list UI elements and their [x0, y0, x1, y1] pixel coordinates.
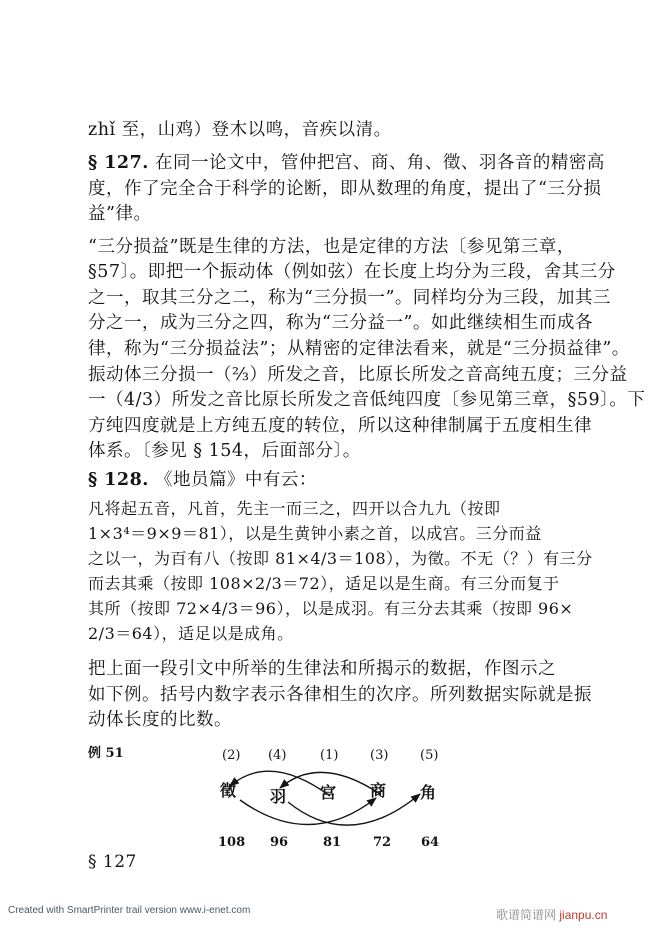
text-line — [88, 149, 605, 174]
text-line — [88, 437, 361, 462]
order-label-gong: (1) — [320, 748, 339, 763]
text-line — [88, 361, 627, 386]
text-line — [88, 309, 593, 334]
text-line — [88, 233, 575, 258]
section-number: § 128. — [88, 470, 149, 490]
text-run: §57〕。即把一个振动体（例如弦）在长度上均分为三段，舍其三分 — [88, 262, 616, 282]
text-run: 之以一，为百有八（按即 81×4/3＝108），为徵。不无（？）有三分 — [88, 549, 593, 568]
text-line — [88, 466, 317, 491]
text-line — [88, 681, 592, 706]
text-run: 如下例。括号内数字表示各律相生的次序。所列数据实际就是振 — [88, 685, 592, 705]
order-label-yu: (4) — [268, 748, 287, 763]
text-run: 分之一，成为三分之四，称为“三分益一”。如此继续相生而成各 — [88, 313, 593, 333]
text-run: 把上面一段引文中所举的生律法和所揭示的数据，作图示之 — [88, 659, 556, 679]
text-run: 方纯四度就是上方纯五度的转位，所以这种律制属于五度相生律 — [88, 416, 592, 436]
text-run: 体系。〔参见 § 154，后面部分〕。 — [88, 441, 361, 461]
value-zhi: 108 — [218, 835, 246, 850]
note-jue: 角 — [420, 783, 437, 802]
text-run: 振动体三分损一（⅔）所发之音，比原长所发之音高纯五度；三分益 — [88, 365, 628, 385]
text-run: 凡将起五音，凡首，先主一而三之，四开以合九九（按即 — [88, 499, 501, 518]
value-yu: 96 — [270, 835, 289, 850]
value-gong: 81 — [323, 835, 342, 850]
text-line — [88, 596, 573, 619]
section-number: § 127. — [88, 153, 149, 173]
example-label: 例 51 — [88, 746, 124, 761]
order-label-zhi: (2) — [222, 748, 241, 763]
text-line — [88, 116, 392, 141]
text-run: 之一，取其三分之二，称为“三分损一”。同样均分为三段，加其三 — [88, 288, 611, 308]
text-line — [88, 546, 593, 569]
text-line — [88, 496, 501, 519]
text-line — [88, 284, 611, 309]
text-run: 其所（按即 72×4/3＝96），以是成羽。有三分去其乘（按即 96× — [88, 599, 574, 618]
order-label-jue: (5) — [420, 748, 439, 763]
note-shang: 商 — [370, 781, 387, 800]
value-shang: 72 — [373, 835, 392, 850]
text-line — [88, 521, 542, 544]
watermark-site-domain: jianpu.cn — [559, 908, 608, 922]
text-run: 动体长度的比数。 — [88, 710, 232, 730]
text-run: 度，作了完全合于科学的论断，即从数理的角度，提出了“三分损 — [88, 179, 602, 199]
text-line — [88, 258, 616, 283]
text-line — [88, 386, 645, 411]
watermark-site-name: 歌谱简谱网 — [496, 908, 557, 922]
watermark-site — [496, 906, 607, 923]
text-line — [88, 175, 601, 200]
arc-yu-to-jue — [288, 794, 420, 825]
text-line — [88, 571, 560, 594]
text-run: 2/3＝64），适足以是成角。 — [88, 624, 294, 643]
text-line — [88, 621, 294, 644]
example-51-diagram — [80, 742, 480, 854]
text-run: 在同一论文中，管仲把宫、商、角、徵、羽各音的精密高 — [148, 153, 605, 173]
text-run: 律，称为“三分损益法”；从精密的定律法看来，就是“三分损益律”。 — [88, 339, 630, 359]
arc-zhi-to-shang — [240, 798, 376, 825]
text-run: “三分损益”既是生律的方法，也是定律的方法〔参见第三章， — [88, 237, 575, 257]
text-run: 《地员篇》中有云： — [148, 470, 317, 490]
order-label-shang: (3) — [370, 748, 389, 763]
note-gong: 宫 — [320, 783, 337, 802]
text-run: 一（4/3）所发之音比原长所发之音低纯四度〔参见第三章，§59〕。下 — [88, 390, 646, 410]
note-zhi: 徵 — [220, 781, 237, 800]
text-line — [88, 655, 556, 680]
text-line — [88, 412, 592, 437]
text-line — [88, 335, 630, 360]
note-yu: 羽 — [270, 787, 287, 806]
value-jue: 64 — [421, 835, 440, 850]
text-run: 而去其乘（按即 108×2/3＝72），适足以是生商。有三分而复于 — [88, 574, 560, 593]
text-run: zhǐ 至，山鸡）登木以鸣，音疾以清。 — [88, 120, 392, 140]
text-run: 益”律。 — [88, 204, 152, 224]
page-number: § 127 — [88, 852, 137, 872]
text-line — [88, 200, 151, 225]
text-run: 1×3⁴＝9×9＝81），以是生黄钟小素之首，以成宫。三分而益 — [88, 524, 542, 543]
text-line — [88, 706, 232, 731]
watermark-credit: Created with SmartPrinter trail version www.i-enet.com — [8, 905, 251, 916]
